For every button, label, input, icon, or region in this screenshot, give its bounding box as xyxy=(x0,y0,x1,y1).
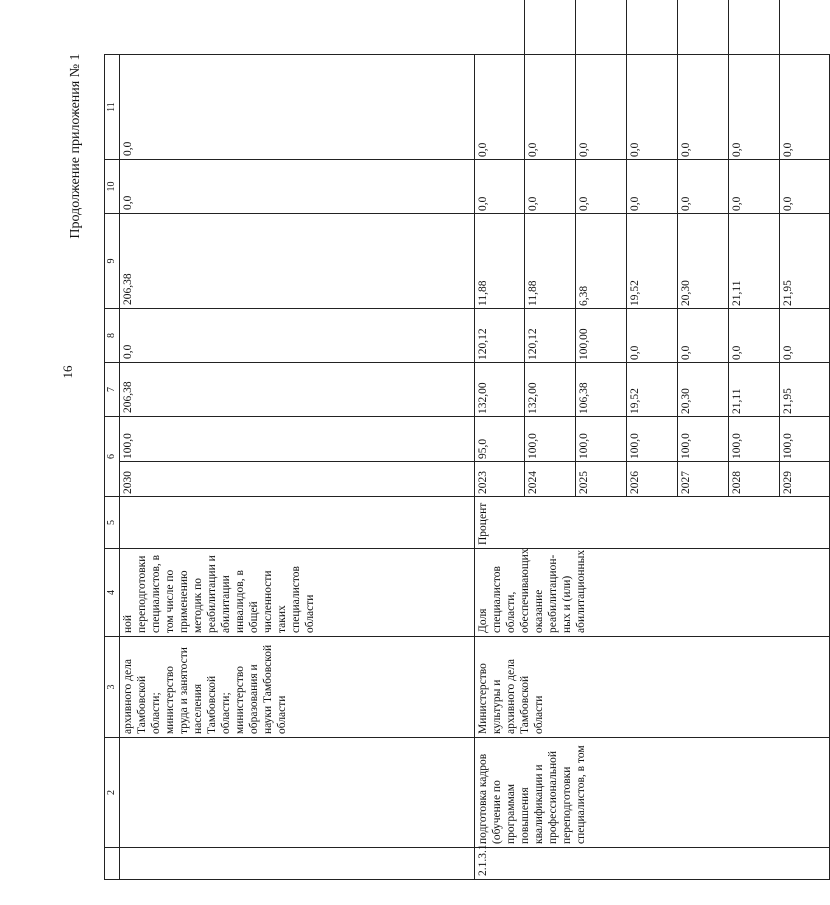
reg-value: 11,88 xyxy=(525,0,576,308)
program-table xyxy=(104,54,830,880)
target-value: 100,0 xyxy=(781,433,794,459)
other-cell xyxy=(475,55,830,160)
federal-cell xyxy=(475,309,830,363)
column-number xyxy=(105,848,120,880)
column-number: 11 xyxy=(105,55,120,160)
total-value: 21,11 xyxy=(728,0,779,416)
regional-cell: 206,38 xyxy=(120,214,475,309)
total-value: 20,30 xyxy=(677,0,728,416)
column-number-row xyxy=(105,55,120,880)
target-value: 100,0 xyxy=(677,0,728,462)
value-row xyxy=(475,0,525,159)
total-cell xyxy=(475,363,830,417)
rotated-table-wrapper xyxy=(104,55,794,880)
code-cell xyxy=(120,848,475,880)
other-value: 0,0 xyxy=(525,0,576,159)
table-row xyxy=(120,55,475,880)
other-cell: 0,0 xyxy=(120,55,475,160)
year-target-cell xyxy=(120,417,475,497)
target-value: 100,0 xyxy=(576,0,627,462)
fed-value: 0,0 xyxy=(677,0,728,362)
reg-value: 21,11 xyxy=(728,0,779,308)
target-value: 100,0 xyxy=(626,0,677,462)
total-value: 19,52 xyxy=(626,0,677,416)
fed-value: 120,12 xyxy=(475,0,525,362)
local-cell xyxy=(475,160,830,214)
other-value: 0,0 xyxy=(728,0,779,159)
fed-value: 0,0 xyxy=(626,0,677,362)
year-value: 2030 xyxy=(120,462,474,497)
column-number: 8 xyxy=(105,309,120,363)
page-number: 16 xyxy=(60,365,75,379)
reg-value: 6,38 xyxy=(576,0,627,308)
local-cell: 0,0 xyxy=(120,160,475,214)
executors-cell: архивного дела Тамбовской области; министерство труда и занятости населения Тамбовской области; министерство образования и науки Тамбовской области xyxy=(120,637,475,738)
executors-cell: Министерство культуры и архивного дела Тамбовской области xyxy=(475,637,830,738)
local-value: 0,0 xyxy=(626,0,677,213)
value-row xyxy=(626,0,677,159)
column-number: 4 xyxy=(105,549,120,637)
target-value: 95,0 xyxy=(475,0,525,462)
year-value: 2023 xyxy=(475,462,525,497)
column-number: 3 xyxy=(105,637,120,738)
reg-value: 19,52 xyxy=(626,0,677,308)
fed-value: 120,12 xyxy=(525,0,576,362)
total-value: 21,95 xyxy=(781,388,794,414)
reg-value: 21,95 xyxy=(781,280,794,306)
value-row xyxy=(779,0,829,159)
column-number: 7 xyxy=(105,363,120,417)
total-cell: 206,38 xyxy=(120,363,475,417)
year-value: 2025 xyxy=(576,462,627,497)
indicator-cell: Доля специалистов области, обеспечивающих оказание реабилитацион-ных и (или) абилитационных xyxy=(475,549,830,637)
year-value: 2026 xyxy=(626,462,677,497)
appendix-heading: Продолжение приложения № 1 xyxy=(68,53,83,239)
value-row xyxy=(525,0,576,159)
year-value: 2028 xyxy=(728,462,779,497)
local-value: 0,0 xyxy=(525,0,576,213)
local-value: 0,0 xyxy=(728,0,779,213)
reg-value: 20,30 xyxy=(677,0,728,308)
fed-value: 100,00 xyxy=(576,0,627,362)
other-subtable xyxy=(475,0,829,159)
column-number: 5 xyxy=(105,497,120,549)
target-value: 100,0 xyxy=(728,0,779,462)
other-value: 0,0 xyxy=(626,0,677,159)
year-value: 2024 xyxy=(525,462,576,497)
total-value: 106,38 xyxy=(576,0,627,416)
regional-cell xyxy=(475,214,830,309)
other-value: 0,0 xyxy=(781,142,794,157)
year-value: 2029 xyxy=(779,462,829,497)
column-number: 6 xyxy=(105,417,120,497)
local-value: 0,0 xyxy=(576,0,627,213)
name-cell: подготовка кадров (обучение по программам повышения квалификации и профессиональной переподготовки специалистов, в том xyxy=(475,738,830,848)
column-number: 9 xyxy=(105,214,120,309)
local-value: 0,0 xyxy=(781,196,794,211)
target-value: 100,0 xyxy=(122,433,134,459)
other-value: 0,0 xyxy=(677,0,728,159)
fed-value: 0,0 xyxy=(728,0,779,362)
column-number: 2 xyxy=(105,738,120,848)
fed-value: 0,0 xyxy=(781,345,794,360)
value-row xyxy=(576,0,627,159)
federal-cell: 0,0 xyxy=(120,309,475,363)
column-number: 10 xyxy=(105,160,120,214)
total-value: 132,00 xyxy=(525,0,576,416)
indicator-cell: ной переподготовки специалистов, в том числе по применению методик по реабилитации и абилитации инвалидов, в общей численности таких специалистов области xyxy=(120,549,475,637)
local-value: 0,0 xyxy=(677,0,728,213)
unit-cell: Процент xyxy=(475,497,830,549)
name-cell xyxy=(120,738,475,848)
value-row xyxy=(728,0,779,159)
year-value: 2027 xyxy=(677,462,728,497)
other-value: 0,0 xyxy=(576,0,627,159)
local-value: 0,0 xyxy=(475,0,525,213)
reg-value: 11,88 xyxy=(475,0,525,308)
unit-cell xyxy=(120,497,475,549)
table-row xyxy=(475,55,830,880)
code-cell: 2.1.3.1. xyxy=(475,848,830,880)
other-value: 0,0 xyxy=(475,0,525,159)
target-value: 100,0 xyxy=(525,0,576,462)
year-target-cell xyxy=(475,417,830,497)
value-row xyxy=(677,0,728,159)
total-value: 132,00 xyxy=(475,0,525,416)
